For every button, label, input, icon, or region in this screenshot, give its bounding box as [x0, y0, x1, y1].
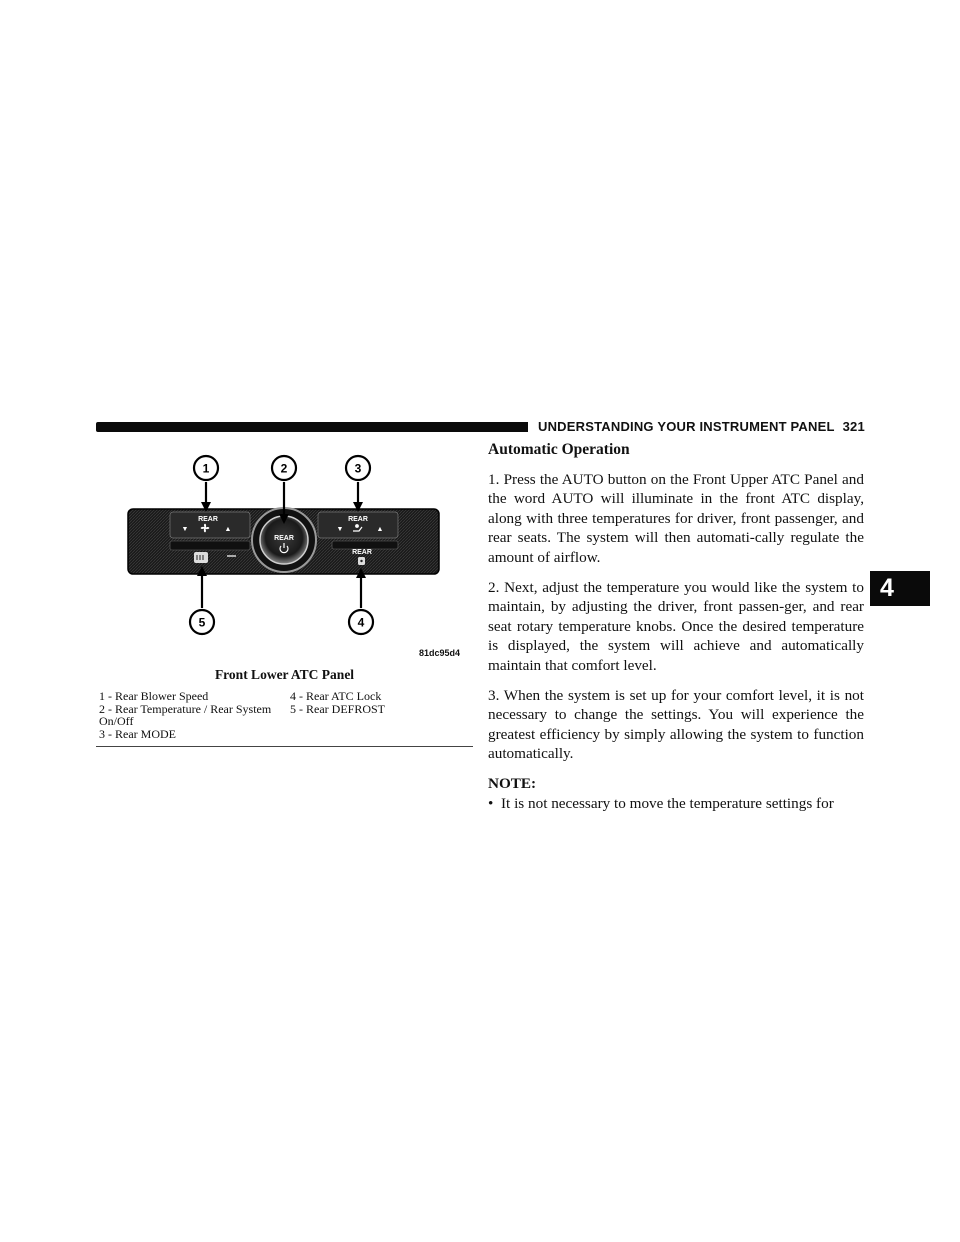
- paragraph-step-1: 1. Press the AUTO button on the Front Upper ATC Panel and the word AUTO will illuminate in the front ATC display, along with three temperatures for driver, front passenger, and rear seats. The system will then automati-cally regulate the amount of airflow.: [488, 470, 864, 566]
- blower-up-icon[interactable]: ▲: [224, 525, 232, 533]
- rear-label-knob: REAR: [274, 535, 294, 542]
- rear-label-blower: REAR: [198, 516, 218, 523]
- callout-4: 4: [357, 615, 365, 630]
- mode-down-icon[interactable]: ▼: [336, 525, 344, 533]
- callout-5: 5: [198, 615, 206, 630]
- paragraph-step-3: 3. When the system is set up for your comfort level, it is not necessary to change the settings. You will experience the greatest efficiency by simply allowing the system to function automatically.: [488, 686, 864, 763]
- legend-item: 3 - Rear MODE: [99, 726, 176, 741]
- rear-label-mode: REAR: [348, 516, 368, 523]
- figure-caption: Front Lower ATC Panel: [214, 667, 355, 682]
- header-rule: [96, 422, 528, 432]
- legend-left-column: [99, 690, 279, 740]
- legend-item: 2 - Rear Temperature / Rear System On/Off: [99, 701, 272, 728]
- mode-up-icon[interactable]: ▲: [376, 525, 384, 533]
- section-title: UNDERSTANDING YOUR INSTRUMENT PANEL: [538, 419, 835, 434]
- note-label: NOTE:: [488, 774, 537, 792]
- legend-item: 1 - Rear Blower Speed: [99, 689, 209, 703]
- note-bullet: [488, 794, 864, 814]
- section-heading: Automatic Operation: [488, 441, 630, 458]
- rear-label-lock: REAR: [352, 549, 372, 556]
- blower-down-icon[interactable]: ▼: [181, 525, 189, 533]
- paragraph-step-2: 2. Next, adjust the temperature you would like the system to maintain, by adjusting the driver, front passen-ger, and rear seat rotary temperature knobs. Once the desired temperature is displayed, the system will achieve and automatically maintain that comfort level.: [488, 578, 864, 674]
- figure-code: 81dc95d4: [419, 648, 461, 658]
- bullet-text: It is not necessary to move the temperature settings for: [501, 794, 834, 812]
- lock-icon[interactable]: [358, 557, 365, 565]
- body-text-column: [488, 440, 864, 813]
- running-header: [538, 419, 865, 434]
- page-number: 321: [842, 419, 865, 434]
- callout-2: 2: [280, 461, 288, 476]
- atc-panel-illustration: [96, 448, 473, 663]
- atc-panel-figure: [96, 448, 473, 663]
- callout-1: 1: [202, 461, 210, 476]
- bullet-dot: •: [488, 794, 494, 812]
- legend-divider: [96, 746, 473, 747]
- legend-item: 4 - Rear ATC Lock: [290, 689, 382, 703]
- legend-right-column: [290, 690, 470, 715]
- chapter-tab[interactable]: 4: [870, 571, 930, 606]
- callout-3: 3: [354, 461, 362, 476]
- defrost-icon[interactable]: [194, 552, 208, 563]
- legend-item: 5 - Rear DEFROST: [290, 701, 385, 716]
